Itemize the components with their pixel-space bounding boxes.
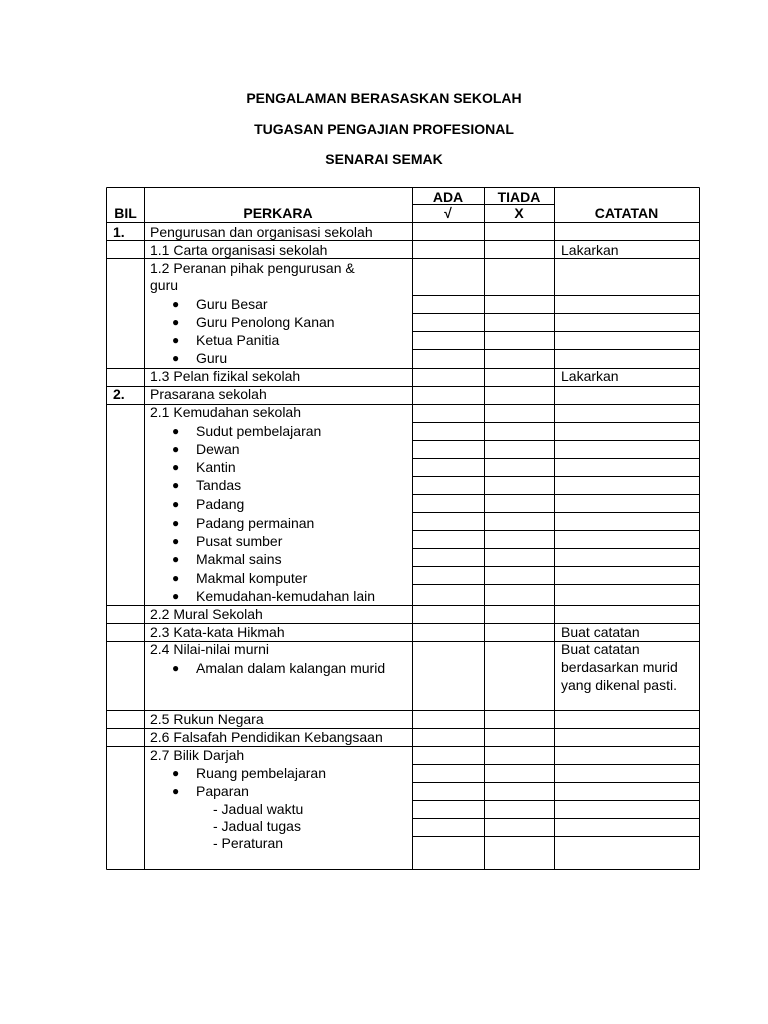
bullet-icon: ● xyxy=(172,478,180,492)
list-item: Tandas xyxy=(196,477,242,493)
catatan-dikenal: yang dikenal pasti. xyxy=(561,677,677,693)
list-item: Kemudahan-kemudahan lain xyxy=(196,588,376,604)
catatan-buat-catatan: Buat catatan xyxy=(561,624,640,640)
catatan-buat-catatan: Buat catatan xyxy=(561,641,640,657)
item-1-3: 1.3 Pelan fizikal sekolah xyxy=(150,368,301,384)
list-item: Guru xyxy=(196,350,228,366)
item-2-5: 2.5 Rukun Negara xyxy=(150,711,264,727)
item-1-2: 1.2 Peranan pihak pengurusan & xyxy=(150,260,355,276)
bullet-icon: ● xyxy=(172,424,180,438)
list-item: Dewan xyxy=(196,441,240,457)
item-2-1: 2.1 Kemudahan sekolah xyxy=(150,404,301,420)
catatan-lakarkan: Lakarkan xyxy=(561,368,619,384)
list-item: Padang permainan xyxy=(196,515,315,531)
header-tiada: TIADA xyxy=(497,189,541,205)
header-bil: BIL xyxy=(114,205,137,221)
list-item: Padang xyxy=(196,496,245,512)
list-item: Guru Besar xyxy=(196,296,268,312)
list-item: Sudut pembelajaran xyxy=(196,423,322,439)
bullet-icon: ● xyxy=(172,333,180,347)
bullet-icon: ● xyxy=(172,297,180,311)
sub-item: - Peraturan xyxy=(213,835,284,851)
item-2-2: 2.2 Mural Sekolah xyxy=(150,606,263,622)
list-item: Kantin xyxy=(196,459,236,475)
sub-item: - Jadual tugas xyxy=(213,818,301,834)
bullet-icon: ● xyxy=(172,442,180,456)
section-2-title: Prasarana sekolah xyxy=(150,386,267,402)
sub-item: - Jadual waktu xyxy=(213,801,304,817)
bullet-icon: ● xyxy=(172,661,180,675)
section-1-title: Pengurusan dan organisasi sekolah xyxy=(150,224,373,240)
bullet-icon: ● xyxy=(172,460,180,474)
bullet-icon: ● xyxy=(172,351,180,365)
bullet-icon: ● xyxy=(172,766,180,780)
document-title: PENGALAMAN BERASASKAN SEKOLAH xyxy=(246,90,522,106)
bullet-icon: ● xyxy=(172,784,180,798)
list-item: Ruang pembelajaran xyxy=(196,765,326,781)
document-subtitle: TUGASAN PENGAJIAN PROFESIONAL xyxy=(254,121,514,137)
bullet-icon: ● xyxy=(172,516,180,530)
bullet-icon: ● xyxy=(172,589,180,603)
bullet-icon: ● xyxy=(172,497,180,511)
item-2-6: 2.6 Falsafah Pendidikan Kebangsaan xyxy=(150,729,383,745)
item-2-4: 2.4 Nilai-nilai murni xyxy=(150,641,270,657)
checklist-heading: SENARAI SEMAK xyxy=(325,151,443,167)
list-item: Ketua Panitia xyxy=(196,332,280,348)
bullet-icon: ● xyxy=(172,315,180,329)
list-item: Amalan dalam kalangan murid xyxy=(196,660,386,676)
item-2-3: 2.3 Kata-kata Hikmah xyxy=(150,624,285,640)
item-1-2-cont: guru xyxy=(150,277,179,293)
bullet-icon: ● xyxy=(172,552,180,566)
bullet-icon: ● xyxy=(172,571,180,585)
header-tiada-mark: X xyxy=(514,205,524,221)
list-item: Makmal komputer xyxy=(196,570,308,586)
bullet-icon: ● xyxy=(172,534,180,548)
header-catatan: CATATAN xyxy=(594,205,659,221)
list-item: Paparan xyxy=(196,783,249,799)
item-2-7: 2.7 Bilik Darjah xyxy=(150,747,245,763)
list-item: Guru Penolong Kanan xyxy=(196,314,335,330)
list-item: Makmal sains xyxy=(196,551,282,567)
list-item: Pusat sumber xyxy=(196,533,283,549)
header-ada: ADA xyxy=(432,189,464,205)
item-1-1: 1.1 Carta organisasi sekolah xyxy=(150,242,328,258)
bil-2: 2. xyxy=(113,386,125,402)
catatan-berdasarkan: berdasarkan murid xyxy=(561,659,678,675)
bil-1: 1. xyxy=(113,224,125,240)
catatan-lakarkan: Lakarkan xyxy=(561,242,619,258)
header-perkara: PERKARA xyxy=(243,205,313,221)
header-ada-mark: √ xyxy=(444,205,452,221)
